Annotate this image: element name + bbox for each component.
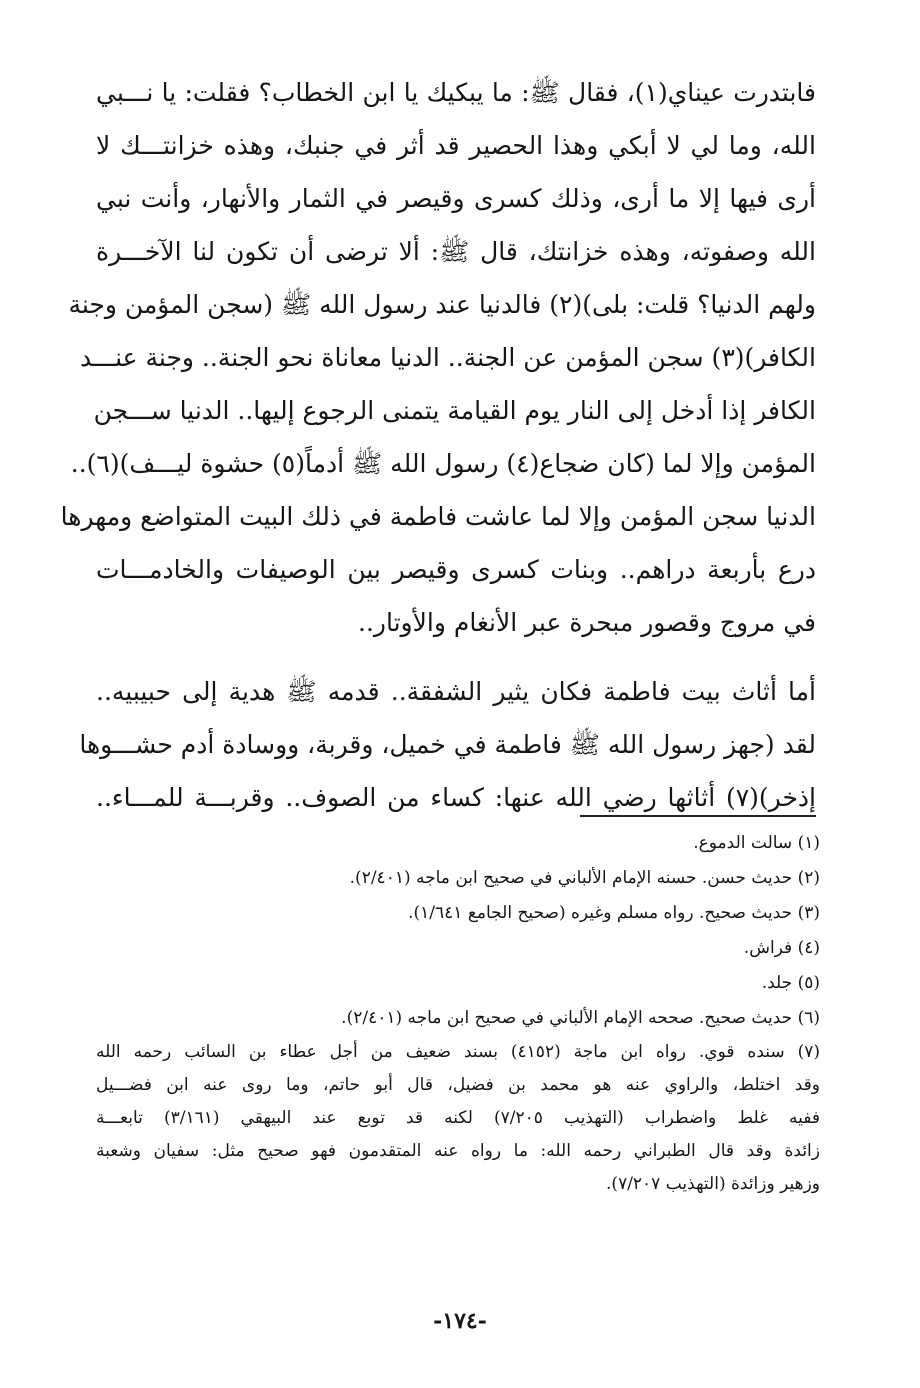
- footnote-line: وقد اختلط، والراوي عنه هو محمد بن فضيل، قال أبو حاتم، وما روى عنه ابن فضـــيل: [96, 1075, 820, 1095]
- text-line: فابتدرت عيناي(١)، فقال ﷺ: ما يبكيك يا ابن الخطاب؟ فقلت: يا نـــبي: [96, 78, 817, 107]
- text-line: الله، وما لي لا أبكي وهذا الحصير قد أثر في جنبك، وهذه خزانتـــك لا: [96, 131, 816, 160]
- footnote-5: (٥) جلد.: [761, 973, 820, 993]
- text-line: إذخر)(٧) أثاثها رضي الله عنها: كساء من الصوف.. وقربـــة للمـــاء..: [96, 783, 816, 812]
- text-line: أما أثاث بيت فاطمة فكان يثير الشفقة.. قدمه ﷺ هدية إلى حبيبيه..: [96, 677, 816, 706]
- text-line: درع بأربعة دراهم.. وبنات كسرى وقيصر بين الوصيفات والخادمـــات: [96, 555, 816, 584]
- text-line: لقد (جهز رسول الله ﷺ فاطمة في خميل، وقربة، ووسادة أدم حشـــوها: [79, 730, 816, 759]
- text-line: الكافر إذا أدخل إلى النار يوم القيامة يتمنى الرجوع إليها.. الدنيا ســـجن: [93, 396, 816, 425]
- footnote-2: (٢) حديث حسن. حسنه الإمام الألباني في صحيح ابن ماجه (٢/٤٠١).: [349, 868, 820, 888]
- footnote-6: (٦) حديث صحيح. صححه الإمام الألباني في صحيح ابن ماجه (٢/٤٠١).: [341, 1008, 820, 1028]
- footnotes: [96, 826, 820, 1201]
- paragraph-gap: [96, 649, 816, 665]
- footnote-line: وزهير وزائدة (التهذيب ٧/٢٠٧).: [606, 1174, 820, 1194]
- footnote-1: (١) سالت الدموع.: [693, 833, 820, 853]
- text-line: المؤمن وإلا لما (كان ضجاع(٤) رسول الله ﷺ أدماً(٥) حشوة ليـــف)(٦)..: [70, 449, 816, 478]
- text-line: في مروج وقصور مبحرة عبر الأنغام والأوتار..: [358, 608, 816, 637]
- footnote-line: ففيه غلط واضطراب (التهذيب ٧/٢٠٥) لكنه قد توبع عند البيهقي (٣/١٦١) تابعـــة: [96, 1108, 821, 1128]
- footnote-7: [96, 1036, 820, 1201]
- text-line: الكافر)(٣) سجن المؤمن عن الجنة.. الدنيا معاناة نحو الجنة.. وجنة عنـــد: [80, 343, 816, 372]
- footnote-3: (٣) حديث صحيح. رواه مسلم وغيره (صحيح الجامع ١/٦٤١).: [408, 903, 820, 923]
- footnote-line: زائدة وقد قال الطبراني رحمه الله: ما رواه عنه المتقدمون فهو صحيح مثل: سفيان وشعبة: [96, 1141, 820, 1161]
- paragraph-2: [79, 665, 816, 824]
- main-text: [60, 66, 817, 824]
- footnote-line: (٧) سنده قوي. رواه ابن ماجة (٤١٥٢) بسند ضعيف من أجل عطاء بن السائب رحمه الله: [96, 1042, 820, 1062]
- footnote-separator: [580, 815, 816, 817]
- text-line: الله وصفوته، وهذه خزانتك، قال ﷺ: ألا ترضى أن تكون لنا الآخـــرة: [96, 237, 817, 266]
- footnote-4: (٤) فراش.: [743, 938, 820, 958]
- text-line: ولهم الدنيا؟ قلت: بلى)(٢) فالدنيا عند رسول الله ﷺ (سجن المؤمن وجنة: [68, 290, 816, 319]
- text-line: الدنيا سجن المؤمن وإلا لما عاشت فاطمة في ذلك البيت المتواضع ومهرها: [60, 502, 816, 531]
- text-line: أرى فيها إلا ما أرى، وذلك كسرى وقيصر في الثمار والأنهار، وأنت نبي: [96, 184, 816, 213]
- page-number: -١٧٤-: [433, 1308, 487, 1334]
- paragraph-1: [60, 66, 817, 649]
